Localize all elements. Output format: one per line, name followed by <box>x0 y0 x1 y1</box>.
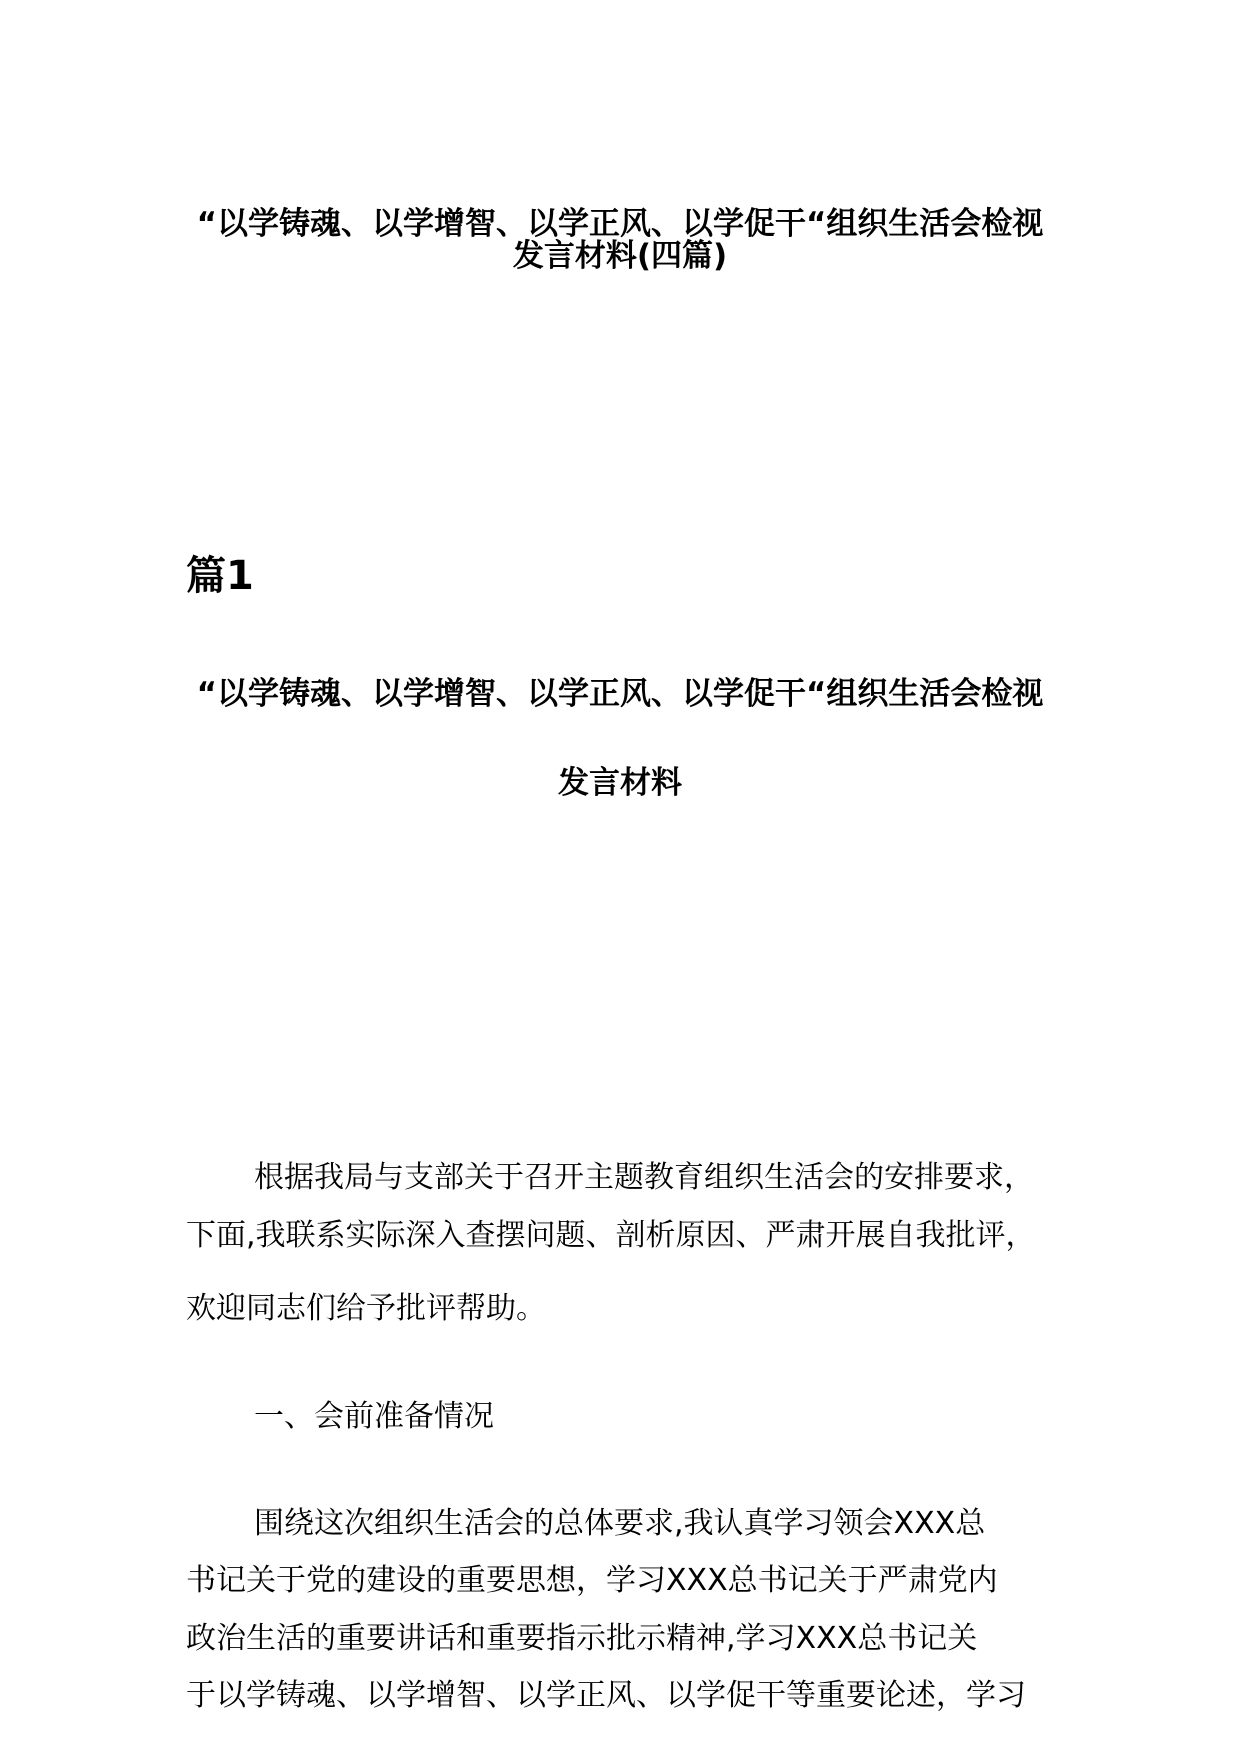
para-line-3: 政治生活的重要讲话和重要指示批示精神,学习XXX总书记关 <box>186 1621 978 1656</box>
para-line-2: 书记关于党的建设的重要思想，学习XXX总书记关于严肃党内 <box>186 1563 998 1598</box>
para-line-4: 于以学铸魂、以学增智、以学正风、以学促干等重要论述，学习 <box>186 1678 1026 1713</box>
intro-line-2: 下面,我联系实际深入查摆问题、剖析原因、严肃开展自我批评， <box>186 1218 1036 1253</box>
intro-line-1: 根据我局与支部关于召开主题教育组织生活会的安排要求， <box>254 1160 1034 1195</box>
section-label: 篇1 <box>186 553 254 599</box>
main-title-line-1: “以学铸魂、以学增智、以学正风、以学促干“组织生活会检视 <box>196 206 1044 242</box>
para-line-1: 围绕这次组织生活会的总体要求,我认真学习领会XXX总 <box>254 1506 986 1541</box>
intro-line-3: 欢迎同志们给予批评帮助。 <box>186 1291 546 1326</box>
heading-meeting-preparation: 一、会前准备情况 <box>254 1399 494 1434</box>
section-title-line-2: 发言材料 <box>558 765 682 801</box>
main-title-line-2: 发言材料(四篇) <box>512 238 728 274</box>
section-title-line-1: “以学铸魂、以学增智、以学正风、以学促干“组织生活会检视 <box>196 676 1044 712</box>
